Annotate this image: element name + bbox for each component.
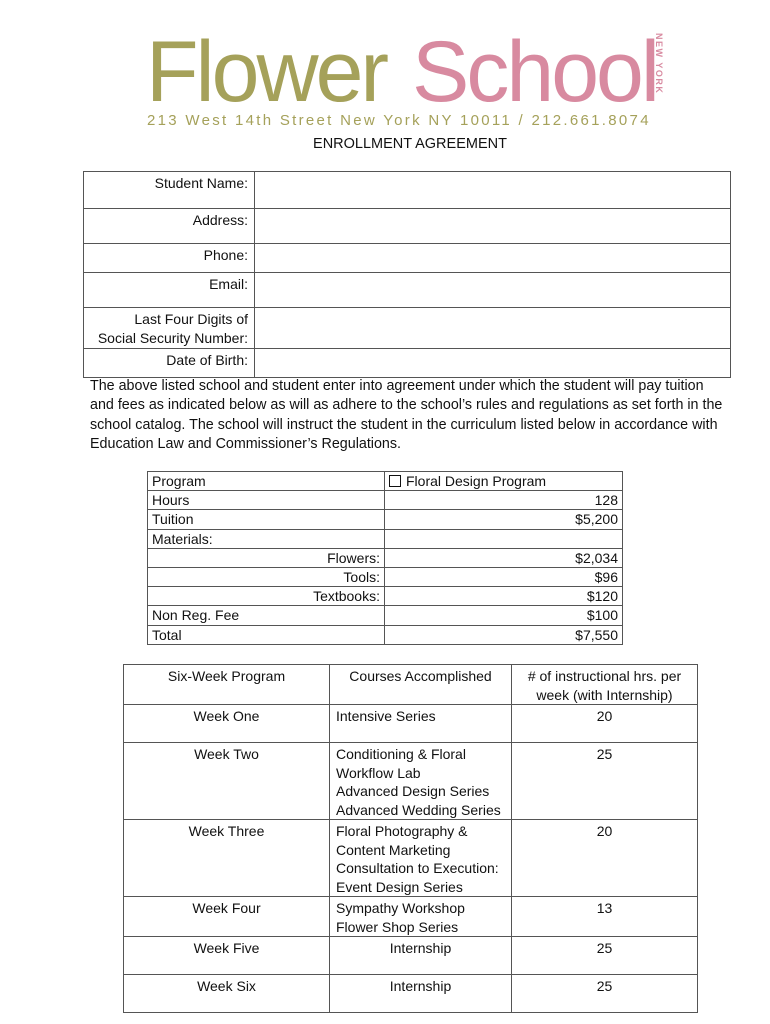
logo-new-york-text: NEW YORK	[654, 33, 664, 95]
flowerschool-logo	[0, 0, 770, 135]
program-checkbox[interactable]	[389, 475, 401, 487]
courses-cell	[330, 743, 512, 820]
nonreg-fee-label: Non Reg. Fee	[148, 606, 385, 625]
tools-label: Tools:	[148, 567, 385, 586]
table-row	[124, 975, 698, 1013]
schedule-header-hours-line2: week (with Internship)	[536, 686, 673, 703]
logo-school-text: School	[412, 24, 657, 120]
school-address-line: 213 West 14th Street New York NY 10011 / 212.661.8074	[147, 112, 651, 129]
table-row	[124, 820, 698, 897]
materials-label: Materials:	[148, 529, 385, 548]
course-line: Intensive Series	[336, 708, 436, 724]
course-line: Internship	[389, 940, 452, 956]
course-line: Flower Shop Series	[336, 918, 459, 935]
table-row	[124, 743, 698, 820]
tuition-label: Tuition	[148, 510, 385, 529]
courses-cell	[330, 937, 512, 975]
hours-value: 128	[385, 491, 623, 510]
week-cell: Week Six	[124, 975, 330, 1013]
hours-label: Hours	[148, 491, 385, 510]
ssn-label-line1: Last Four Digits of	[134, 311, 248, 327]
student-info-table	[83, 171, 731, 378]
agreement-paragraph: The above listed school and student enter into agreement under which the student will pay tuition and fees as indicated below as will as adhere to the school’s rules and regulations as set forth in the school catalog. The school will instruct the student in the curriculum listed below in accordance with Education Law and Commissioner’s Regulations.	[90, 378, 723, 452]
course-line: Event Design Series	[336, 878, 463, 895]
address-field[interactable]	[255, 209, 731, 244]
student-name-label: Student Name:	[84, 172, 255, 209]
hours-cell: 20	[512, 820, 698, 897]
course-line: Floral Photography &	[336, 823, 468, 839]
six-week-schedule-table	[123, 664, 698, 1013]
student-name-field[interactable]	[255, 172, 731, 209]
course-line: Content Marketing	[336, 841, 451, 858]
week-cell: Week Four	[124, 897, 330, 937]
total-value: $7,550	[385, 625, 623, 644]
program-fees-table	[147, 471, 623, 645]
dob-field[interactable]	[255, 349, 731, 378]
week-cell: Week Five	[124, 937, 330, 975]
phone-label: Phone:	[84, 244, 255, 273]
course-line: Advanced Design Series	[336, 783, 490, 799]
nonreg-fee-value: $100	[385, 606, 623, 625]
schedule-header-hours	[512, 665, 698, 705]
courses-cell	[330, 975, 512, 1013]
textbooks-value: $120	[385, 587, 623, 606]
phone-field[interactable]	[255, 244, 731, 273]
schedule-header-program: Six-Week Program	[124, 665, 330, 705]
table-row	[124, 897, 698, 937]
week-cell: Week One	[124, 705, 330, 743]
program-value: Floral Design Program	[406, 473, 547, 490]
course-line: Conditioning & Floral	[336, 746, 466, 762]
schedule-header-hours-line1: # of instructional hrs. per	[527, 668, 682, 684]
table-row	[124, 937, 698, 975]
courses-cell	[330, 820, 512, 897]
address-label: Address:	[84, 209, 255, 244]
courses-cell	[330, 705, 512, 743]
ssn-label	[84, 308, 255, 349]
hours-cell: 25	[512, 975, 698, 1013]
course-line: Workflow Lab	[336, 764, 421, 781]
flowers-label: Flowers:	[148, 548, 385, 567]
courses-cell	[330, 897, 512, 937]
total-label: Total	[148, 625, 385, 644]
week-cell: Week Three	[124, 820, 330, 897]
course-line: Internship	[389, 978, 452, 994]
document-title: ENROLLMENT AGREEMENT	[313, 136, 507, 152]
ssn-field[interactable]	[255, 308, 731, 349]
hours-cell: 25	[512, 937, 698, 975]
materials-value	[385, 529, 623, 548]
hours-cell: 13	[512, 897, 698, 937]
ssn-label-line2: Social Security Number:	[97, 330, 248, 346]
course-line: Advanced Wedding Series	[336, 801, 501, 818]
textbooks-label: Textbooks:	[148, 587, 385, 606]
hours-cell: 20	[512, 705, 698, 743]
hours-cell: 25	[512, 743, 698, 820]
email-label: Email:	[84, 273, 255, 308]
schedule-header-courses: Courses Accomplished	[330, 665, 512, 705]
flowers-value: $2,034	[385, 548, 623, 567]
dob-label: Date of Birth:	[84, 349, 255, 378]
table-row	[124, 705, 698, 743]
course-line: Sympathy Workshop	[336, 900, 465, 916]
program-option[interactable]	[385, 472, 623, 491]
tuition-value: $5,200	[385, 510, 623, 529]
tools-value: $96	[385, 567, 623, 586]
course-line: Consultation to Execution:	[336, 860, 499, 876]
week-cell: Week Two	[124, 743, 330, 820]
email-field[interactable]	[255, 273, 731, 308]
logo-flower-text: Flower	[146, 24, 387, 120]
program-label: Program	[148, 472, 385, 491]
